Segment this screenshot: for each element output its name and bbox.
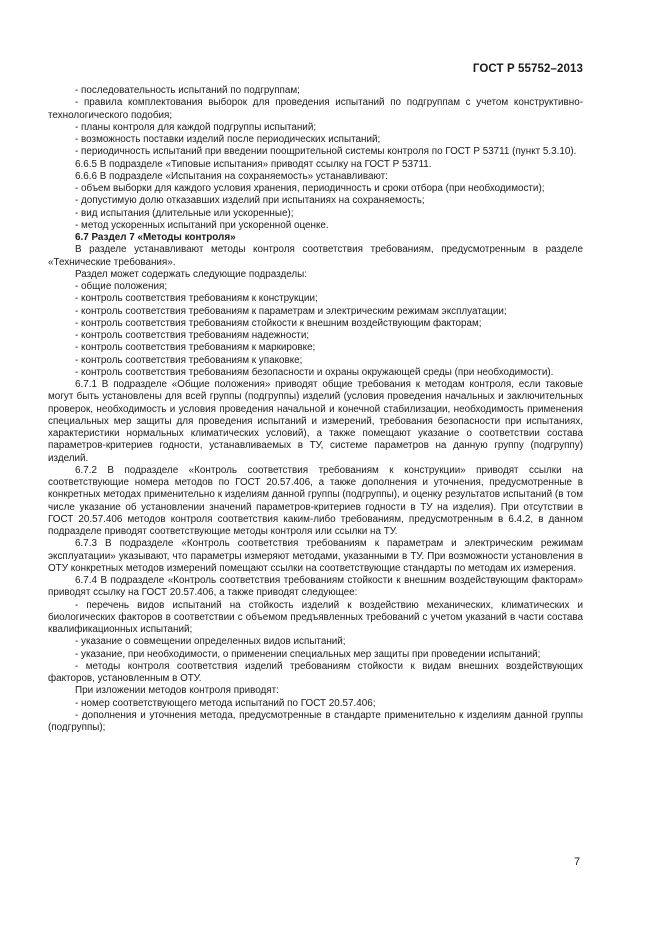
paragraph: - перечень видов испытаний на стойкость изделий к воздействию механических, климатических и биологических факторов в соответствии с объемом предъявленных требований с учетом указаний в части состава квалификационных испытаний;	[48, 599, 583, 635]
paragraph: - контроль соответствия требованиям к маркировке;	[75, 342, 316, 354]
paragraph: - объем выборки для каждого условия хранения, периодичность и сроки отбора (при необходимости);	[75, 183, 545, 194]
paragraph: - последовательность испытаний по подгруппам;	[75, 85, 300, 96]
paragraph: В разделе устанавливают методы контроля соответствия требованиям, предусмотренным в разделе «Технические требования».	[48, 244, 583, 268]
paragraph: 6.6.6 В подразделе «Испытания на сохраняемость» устанавливают:	[75, 170, 388, 182]
paragraph: - методы контроля соответствия изделий требованиям стойкости к видам внешних воздействующих факторов, установленным в ОТУ.	[48, 660, 583, 684]
paragraph: - допустимую долю отказавших изделий при испытаниях на сохраняемость;	[75, 195, 425, 207]
paragraph: - периодичность испытаний при введении поощрительной системы контроля по ГОСТ Р 53711 (пункт 5.3.10).	[75, 146, 577, 158]
paragraph: - правила комплектования выборок для проведения испытаний по подгруппам с учетом конструктивно-технологического подобия;	[48, 97, 583, 121]
document-body	[48, 85, 583, 734]
paragraph: - контроль соответствия требованиям к конструкции;	[75, 293, 318, 305]
paragraph: 6.7.2 В подразделе «Контроль соответствия требованиям к конструкции» приводят ссылки на соответствующие номера методов по ГОСТ 20.57.406, а также дополнения и уточнения, предусмотренные в конкретных методах применительно к изделиям данной группы (подгруппы), и оценку результатов испытаний (в том числе указание об установлении значений параметров-критериев годности в ТУ на изделия). При отсутствии в ГОСТ 20.57.406 методов контроля соответствия каким-либо требованиям, предусмотренным в 6.4.2, в данном подразделе приводят соответствующие методы контроля или ссылки на ТУ.	[48, 464, 583, 537]
section-heading: 6.7 Раздел 7 «Методы контроля»	[75, 232, 236, 243]
paragraph: Раздел может содержать следующие подразделы:	[75, 268, 308, 280]
paragraph: - указание о совмещении определенных видов испытаний;	[75, 636, 346, 648]
paragraph: - дополнения и уточнения метода, предусмотренные в стандарте применительно к изделиям данной группы (подгруппы);	[48, 709, 583, 733]
document-code: ГОСТ Р 55752–2013	[472, 63, 583, 75]
paragraph: - контроль соответствия требованиям к параметрам и электрическим режимам эксплуатации;	[75, 305, 507, 317]
paragraph: 6.7.4 В подразделе «Контроль соответствия требованиям стойкости к внешним воздействующим факторам» приводят ссылку на ГОСТ 20.57.406, а также приводят следующее:	[48, 575, 583, 599]
paragraph: - общие положения;	[75, 281, 168, 292]
paragraph: - контроль соответствия требованиям стойкости к внешним воздействующим факторам;	[75, 317, 482, 329]
paragraph: - контроль соответствия требованиям безопасности и охраны окружающей среды (при необходимости).	[75, 366, 554, 378]
paragraph: 6.7.3 В подразделе «Контроль соответствия требованиям к параметрам и электрическим режимам эксплуатации» указывают, что параметры измеряют методами, указанными в ТУ. При возможности установления в ОТУ конкретных методов измерений помещают ссылки на соответствующие стандарты по методам их измерения.	[48, 538, 583, 574]
paragraph: - вид испытания (длительные или ускоренные);	[75, 207, 294, 219]
paragraph: - планы контроля для каждой подгруппы испытаний;	[75, 121, 317, 133]
paragraph: 6.7.1 В подразделе «Общие положения» приводят общие требования к методам контроля, если таковые могут быть установлены для всей группы (подгруппы) изделий (условия проведения начальных и заключительных проверок, необходимость и условия проведения начальной и конечной стабилизации, необходимость применения специальных мер защиты для проведения испытаний и измерений, требования безопасности при испытаниях, характеристики нормальных климатических условий), а также помещают указание о соответствии состава параметров-критериев годности, устанавливаемых в ТУ, системе параметров на данную группу (подгруппу) изделий.	[48, 379, 583, 464]
paragraph: 6.6.5 В подразделе «Типовые испытания» приводят ссылку на ГОСТ Р 53711.	[75, 158, 432, 170]
paragraph: При изложении методов контроля приводят:	[75, 685, 279, 697]
paragraph: - контроль соответствия требованиям к упаковке;	[75, 354, 303, 366]
paragraph: - метод ускоренных испытаний при ускоренной оценке.	[75, 219, 329, 231]
paragraph: - номер соответствующего метода испытаний по ГОСТ 20.57.406;	[75, 697, 376, 709]
paragraph: - возможность поставки изделий после периодических испытаний;	[75, 134, 381, 145]
paragraph: - контроль соответствия требованиям надежности;	[75, 330, 310, 341]
paragraph: - указание, при необходимости, о применении специальных мер защиты при проведении испытаний;	[75, 648, 541, 660]
page-number: 7	[574, 856, 581, 868]
